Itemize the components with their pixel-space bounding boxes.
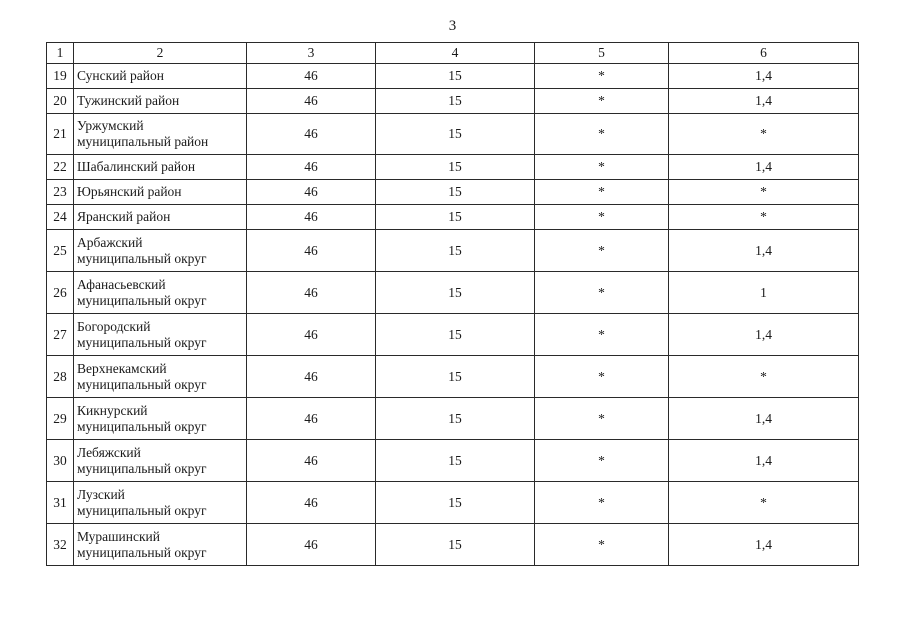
cell-col5: * xyxy=(535,524,669,566)
table-row xyxy=(47,155,859,180)
cell-col3: 46 xyxy=(247,114,376,155)
column-header: 6 xyxy=(669,43,859,64)
district-name: Арбажский муниципальный округ xyxy=(74,230,247,272)
cell-col5: * xyxy=(535,155,669,180)
table-row xyxy=(47,524,859,566)
row-number: 23 xyxy=(47,180,74,205)
table-row xyxy=(47,205,859,230)
cell-col4: 15 xyxy=(376,89,535,114)
cell-col6: 1,4 xyxy=(669,440,859,482)
cell-col6: 1,4 xyxy=(669,230,859,272)
cell-col6: * xyxy=(669,180,859,205)
district-name: Богородский муниципальный округ xyxy=(74,314,247,356)
cell-col3: 46 xyxy=(247,314,376,356)
cell-col6: 1,4 xyxy=(669,398,859,440)
cell-col3: 46 xyxy=(247,524,376,566)
cell-col6: * xyxy=(669,114,859,155)
cell-col6: 1,4 xyxy=(669,155,859,180)
row-number: 31 xyxy=(47,482,74,524)
cell-col3: 46 xyxy=(247,230,376,272)
table-row xyxy=(47,272,859,314)
cell-col5: * xyxy=(535,114,669,155)
table-row xyxy=(47,114,859,155)
cell-col3: 46 xyxy=(247,272,376,314)
row-number: 19 xyxy=(47,64,74,89)
district-name: Кикнурский муниципальный округ xyxy=(74,398,247,440)
cell-col3: 46 xyxy=(247,482,376,524)
row-number: 32 xyxy=(47,524,74,566)
cell-col3: 46 xyxy=(247,356,376,398)
cell-col4: 15 xyxy=(376,314,535,356)
data-table xyxy=(46,42,859,566)
column-header: 2 xyxy=(74,43,247,64)
row-number: 24 xyxy=(47,205,74,230)
cell-col5: * xyxy=(535,356,669,398)
table-header-row xyxy=(47,43,859,64)
district-name: Тужинский район xyxy=(74,89,247,114)
cell-col6: 1,4 xyxy=(669,89,859,114)
cell-col3: 46 xyxy=(247,64,376,89)
table-row xyxy=(47,180,859,205)
table-row xyxy=(47,314,859,356)
page-number: 3 xyxy=(448,18,457,34)
cell-col4: 15 xyxy=(376,356,535,398)
cell-col5: * xyxy=(535,272,669,314)
cell-col3: 46 xyxy=(247,155,376,180)
district-name: Верхнекамский муниципальный округ xyxy=(74,356,247,398)
cell-col6: 1,4 xyxy=(669,314,859,356)
cell-col4: 15 xyxy=(376,482,535,524)
cell-col5: * xyxy=(535,180,669,205)
column-header: 1 xyxy=(47,43,74,64)
district-name: Яранский район xyxy=(74,205,247,230)
cell-col5: * xyxy=(535,89,669,114)
cell-col4: 15 xyxy=(376,205,535,230)
table-row xyxy=(47,64,859,89)
row-number: 28 xyxy=(47,356,74,398)
row-number: 27 xyxy=(47,314,74,356)
district-name: Шабалинский район xyxy=(74,155,247,180)
table-row xyxy=(47,89,859,114)
row-number: 22 xyxy=(47,155,74,180)
row-number: 25 xyxy=(47,230,74,272)
cell-col6: 1,4 xyxy=(669,524,859,566)
cell-col5: * xyxy=(535,205,669,230)
row-number: 29 xyxy=(47,398,74,440)
cell-col3: 46 xyxy=(247,440,376,482)
cell-col4: 15 xyxy=(376,155,535,180)
column-header: 5 xyxy=(535,43,669,64)
cell-col4: 15 xyxy=(376,398,535,440)
cell-col6: * xyxy=(669,205,859,230)
cell-col5: * xyxy=(535,440,669,482)
column-header: 4 xyxy=(376,43,535,64)
row-number: 26 xyxy=(47,272,74,314)
cell-col6: * xyxy=(669,356,859,398)
cell-col4: 15 xyxy=(376,440,535,482)
cell-col5: * xyxy=(535,314,669,356)
cell-col4: 15 xyxy=(376,114,535,155)
district-name: Мурашинский муниципальный округ xyxy=(74,524,247,566)
cell-col5: * xyxy=(535,64,669,89)
cell-col5: * xyxy=(535,482,669,524)
row-number: 21 xyxy=(47,114,74,155)
district-name: Лебяжский муниципальный округ xyxy=(74,440,247,482)
cell-col4: 15 xyxy=(376,230,535,272)
table-row xyxy=(47,230,859,272)
cell-col5: * xyxy=(535,398,669,440)
district-name: Лузский муниципальный округ xyxy=(74,482,247,524)
column-header: 3 xyxy=(247,43,376,64)
table-row xyxy=(47,356,859,398)
cell-col3: 46 xyxy=(247,398,376,440)
table-row xyxy=(47,398,859,440)
table-row xyxy=(47,440,859,482)
cell-col3: 46 xyxy=(247,89,376,114)
district-name: Юрьянский район xyxy=(74,180,247,205)
cell-col4: 15 xyxy=(376,524,535,566)
cell-col3: 46 xyxy=(247,180,376,205)
cell-col4: 15 xyxy=(376,64,535,89)
table-row xyxy=(47,482,859,524)
district-name: Афанасьевский муниципальный округ xyxy=(74,272,247,314)
row-number: 30 xyxy=(47,440,74,482)
cell-col4: 15 xyxy=(376,272,535,314)
cell-col6: 1,4 xyxy=(669,64,859,89)
cell-col6: 1 xyxy=(669,272,859,314)
district-name: Сунский район xyxy=(74,64,247,89)
cell-col5: * xyxy=(535,230,669,272)
row-number: 20 xyxy=(47,89,74,114)
cell-col3: 46 xyxy=(247,205,376,230)
cell-col4: 15 xyxy=(376,180,535,205)
district-name: Уржумский муниципальный район xyxy=(74,114,247,155)
cell-col6: * xyxy=(669,482,859,524)
